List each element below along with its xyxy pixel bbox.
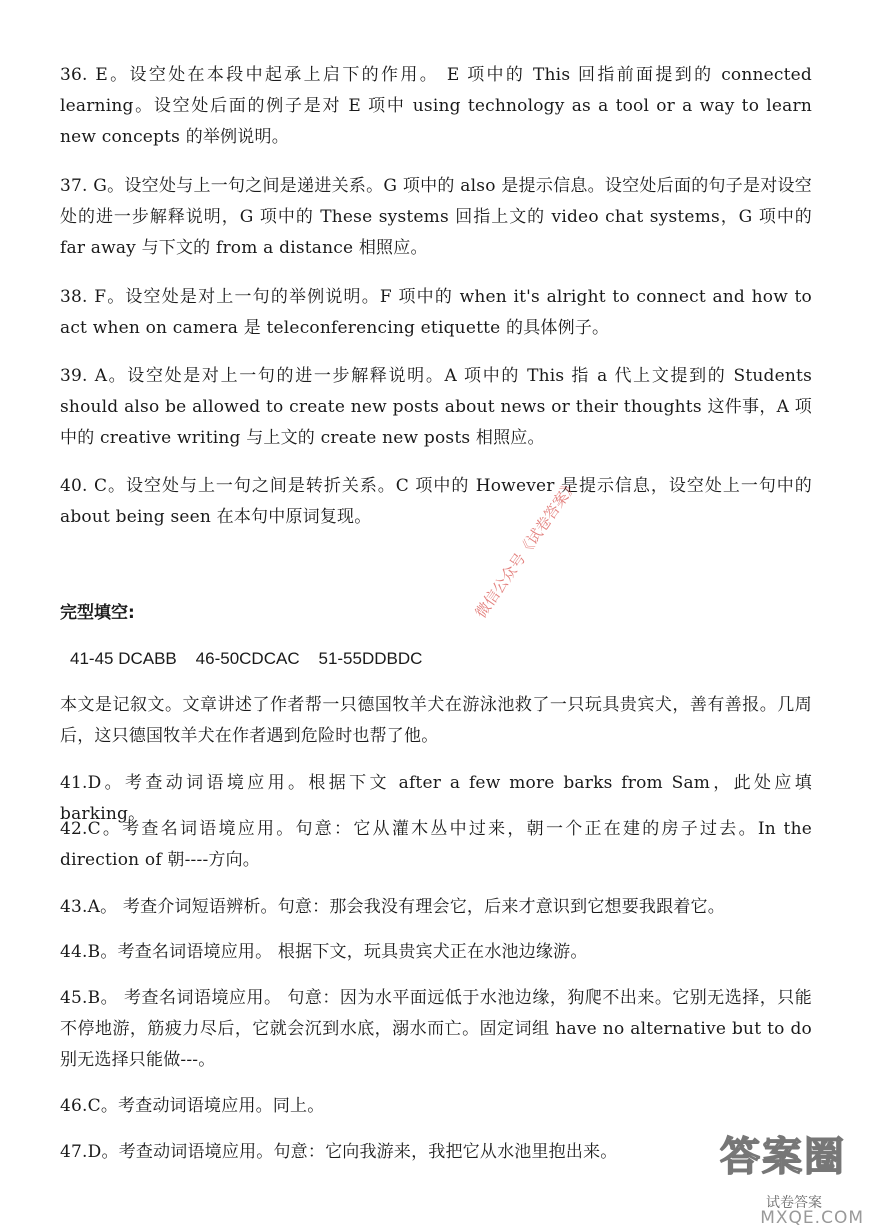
answer-39: 39. A。设空处是对上一句的进一步解释说明。A 项中的 This 指 a 代上文提到的 Students should also be allowed to create new posts about news or their thoughts 这件事，A 项中的 creative writing 与上文的 create new posts 相照应。 xyxy=(60,366,812,448)
cloze-item-41: 41.D。考查动词语境应用。根据下文 after a few more barks from Sam，此处应填 barking。 xyxy=(60,773,812,824)
cloze-item-42: 42.C。考查名词语境应用。句意：它从灌木丛中过来，朝一个正在建的房子过去。In the direction of 朝----方向。 xyxy=(60,819,812,870)
cloze-item-43: 43.A。 考查介词短语辨析。句意：那会我没有理会它，后来才意识到它想要我跟着它。 xyxy=(60,897,725,917)
cloze-item-46: 46.C。考查动词语境应用。同上。 xyxy=(60,1096,325,1116)
cloze-item-45: 45.B。 考查名词语境应用。 句意：因为水平面远低于水池边缘，狗爬不出来。它别无选择，只能不停地游，筋疲力尽后，它就会沉到水底，溺水而亡。固定词组 have no alternative but to do 别无选择只能做---。 xyxy=(60,988,812,1070)
cloze-summary: 本文是记叙文。文章讲述了作者帮一只德国牧羊犬在游泳池救了一只玩具贵宾犬，善有善报。几周后，这只德国牧羊犬在作者遇到危险时也帮了他。 xyxy=(60,695,812,746)
answer-37: 37. G。设空处与上一句之间是递进关系。G 项中的 also 是提示信息。设空处后面的句子是对设空处的进一步解释说明，G 项中的 These systems 回指上文的 video chat systems，G 项中的 far away 与下文的 from a distance 相照应。 xyxy=(60,176,812,258)
cloze-answer-key: 41-45 DCABB 46-50CDCAC 51-55DDBDC xyxy=(70,649,423,668)
cloze-item-47: 47.D。考查动词语境应用。句意：它向我游来，我把它从水池里抱出来。 xyxy=(60,1142,618,1162)
answer-38: 38. F。设空处是对上一句的举例说明。F 项中的 when it's alright to connect and how to act when on camera 是 teleconferencing etiquette 的具体例子。 xyxy=(60,287,812,338)
cloze-heading: 完型填空: xyxy=(60,603,135,623)
answer-36: 36. E。设空处在本段中起承上启下的作用。 E 项中的 This 回指前面提到的 connected learning。设空处后面的例子是对 E 项中 using technology as a tool or a way to learn new concepts 的举例说明。 xyxy=(60,65,812,147)
logo-url-text: MXQE.COM xyxy=(760,1208,864,1228)
wechat-watermark: 微信公众号《试卷答案》 xyxy=(471,475,582,622)
logo-sub-text: 试卷答案 xyxy=(766,1195,822,1211)
logo-main-text: 答案圈 xyxy=(720,1134,846,1180)
answer-40: 40. C。设空处与上一句之间是转折关系。C 项中的 However 是提示信息，设空处上一句中的 about being seen 在本句中原词复现。 xyxy=(60,476,812,527)
cloze-item-44: 44.B。考查名词语境应用。 根据下文，玩具贵宾犬正在水池边缘游。 xyxy=(60,942,588,962)
